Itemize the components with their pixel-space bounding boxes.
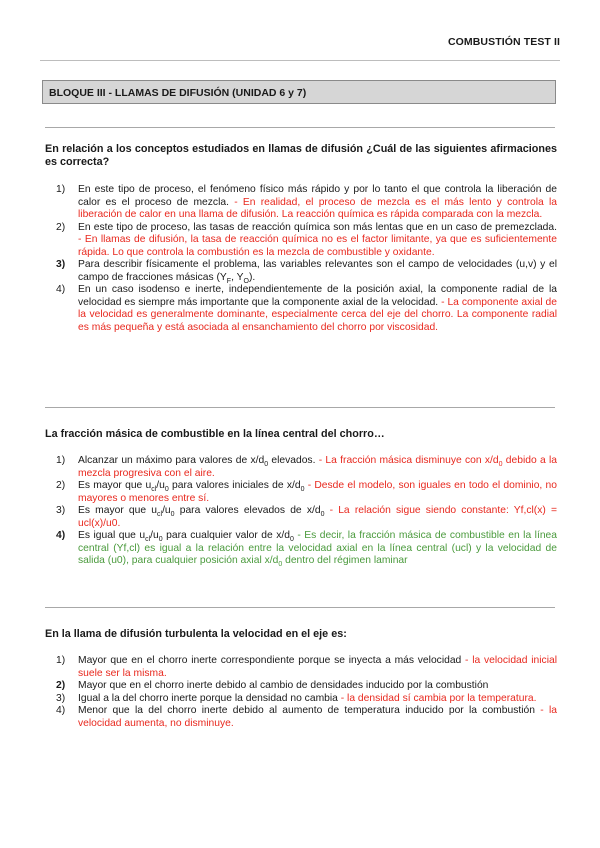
subscript: 0: [264, 461, 269, 469]
subscript: 0: [278, 561, 283, 569]
answer-note: - En realidad, el proceso de mezcla es el más lento y controla la liberación de calor en una llama de difusión. La reacción química es rápida comparada con la mezcla.: [78, 196, 557, 220]
question-2-answers: [56, 455, 557, 568]
question-3-answers: [56, 655, 557, 730]
answer-1-2: [56, 222, 557, 260]
answer-text: Es mayor que u: [78, 480, 152, 491]
answer-3-2-correct: [56, 680, 557, 693]
subscript: 0: [164, 486, 169, 494]
subscript: O: [243, 277, 249, 285]
answer-text: Menor que la del chorro inerte debido al aumento de temperatura inducido por la combustión: [78, 705, 535, 716]
answer-text: /u: [162, 505, 171, 516]
divider: [45, 607, 555, 608]
answer-text: En este tipo de proceso, las tasas de reacción química son más lentas que en un caso de premezclada.: [78, 221, 557, 233]
divider: [45, 407, 555, 408]
answer-note: dentro del régimen laminar: [282, 555, 408, 566]
answer-note: - En llamas de difusión, la tasa de reacción química no es el factor limitante, ya que es suficientemente rápida. Lo que controla la combustión es la mezcla de combustible y oxidante.: [78, 234, 557, 258]
answer-2-1: [56, 455, 557, 480]
answer-number: 4): [56, 705, 66, 716]
answer-text: Es igual que u: [78, 530, 146, 541]
answer-number: 3): [56, 505, 66, 516]
answer-text: /u: [150, 530, 159, 541]
subscript: cl: [145, 536, 151, 544]
answer-text: /u: [156, 480, 165, 491]
answer-text: Igual a la del chorro inerte porque la densidad no cambia: [78, 692, 338, 704]
answer-1-3-correct: [56, 259, 557, 284]
answer-1-1: [56, 184, 557, 222]
answer-text: para valores iniciales de x/d: [168, 480, 301, 491]
answer-text: elevados.: [268, 455, 316, 466]
answer-number: 1): [56, 655, 66, 666]
answer-note: - la velocidad inicial suele ser la misma.: [78, 655, 557, 679]
question-2-title: La fracción másica de combustible en la línea central del chorro…: [45, 428, 385, 440]
answer-number: 4): [56, 284, 66, 295]
answer-number: 1): [56, 184, 66, 195]
answer-text: En este tipo de proceso, el fenómeno físico más rápido y por lo tanto el que controla la liberación de calor es el proceso de mezcla.: [78, 184, 557, 208]
section-title-box: [42, 80, 556, 104]
section-title: BLOQUE III - LLAMAS DE DIFUSIÓN (UNIDAD 6 y 7): [49, 87, 307, 99]
question-3-title: En la llama de difusión turbulenta la velocidad en el eje es:: [45, 628, 347, 640]
header-divider: [40, 60, 560, 61]
answer-note: - Es decir, la fracción másica de combustible en la línea central (Yf,cl) es igual a la relación entre la velocidad axial en la línea central (ucl) y la velocidad de salida (u0), para cualquier posición axial x/d: [78, 530, 558, 566]
answer-note: - La relación sigue siendo constante: Yf,cl(x) = ucl(x)/u0.: [78, 505, 557, 529]
answer-3-4: [56, 705, 557, 730]
subscript: 0: [170, 511, 175, 519]
question-1-answers: [56, 184, 557, 334]
answer-3-1: [56, 655, 557, 680]
answer-note: debido a la mezcla progresiva con el aire.: [78, 455, 557, 479]
answer-note: - La componente axial de la velocidad es generalmente dominante, especialmente cerca del eje del chorro. La componente radial es más pequeña y está asociada al ensanchamiento del chorro por viscosidad.: [78, 296, 557, 333]
answer-text: ).: [248, 271, 256, 283]
answer-number: 3): [56, 259, 66, 270]
divider: [45, 127, 555, 128]
subscript: cl: [151, 486, 157, 494]
subscript: F: [226, 277, 232, 285]
answer-text: Es mayor que u: [78, 505, 157, 516]
answer-2-4-correct: [56, 530, 557, 568]
answer-note: - La fracción másica disminuye con x/d: [315, 455, 499, 466]
answer-number: 2): [56, 221, 66, 233]
answer-2-2: [56, 480, 557, 505]
answer-number: 2): [56, 480, 66, 491]
answer-text: para cualquier valor de x/d: [162, 530, 290, 541]
answer-text: , Y: [231, 271, 244, 283]
answer-text: Para describir físicamente el problema, las variables relevantes son el campo de velocidades (u,v) y el campo de fracciones másicas (Y: [78, 259, 557, 283]
question-1-title: En relación a los conceptos estudiados en llamas de difusión ¿Cuál de las siguientes afirmaciones es correcta?: [45, 143, 557, 168]
answer-number: 1): [56, 455, 66, 466]
answer-1-4: [56, 284, 557, 334]
answer-number: 4): [56, 530, 66, 541]
answer-2-3: [56, 505, 557, 530]
answer-note: - Desde el modelo, son iguales en todo el dominio, no mayores o menores entre sí.: [78, 480, 557, 504]
answer-number: 2): [56, 680, 66, 691]
answer-note: - la densidad sí cambia por la temperatura.: [337, 692, 537, 704]
subscript: 0: [289, 536, 294, 544]
subscript: 0: [300, 486, 305, 494]
answer-number: 3): [56, 692, 66, 704]
subscript: 0: [158, 536, 163, 544]
subscript: cl: [157, 511, 163, 519]
answer-text: En un caso isodenso e inerte, independientemente de la posición axial, la componente radial de la velocidad es siempre más importante que la componente axial de la velocidad.: [78, 284, 557, 308]
answer-text: para valores elevados de x/d: [174, 505, 321, 516]
subscript: 0: [320, 511, 325, 519]
answer-text: Alcanzar un máximo para valores de x/d: [78, 455, 265, 466]
subscript: 0: [498, 461, 503, 469]
answer-3-3: [56, 693, 557, 706]
answer-text: Mayor que en el chorro inerte correspondiente porque se inyecta a más velocidad: [78, 655, 462, 666]
answer-text: Mayor que en el chorro inerte debido al cambio de densidades inducido por la combustión: [78, 680, 489, 691]
page-header-title: COMBUSTIÓN TEST II: [447, 36, 560, 48]
answer-note: - la velocidad aumenta, no disminuye.: [78, 705, 557, 729]
